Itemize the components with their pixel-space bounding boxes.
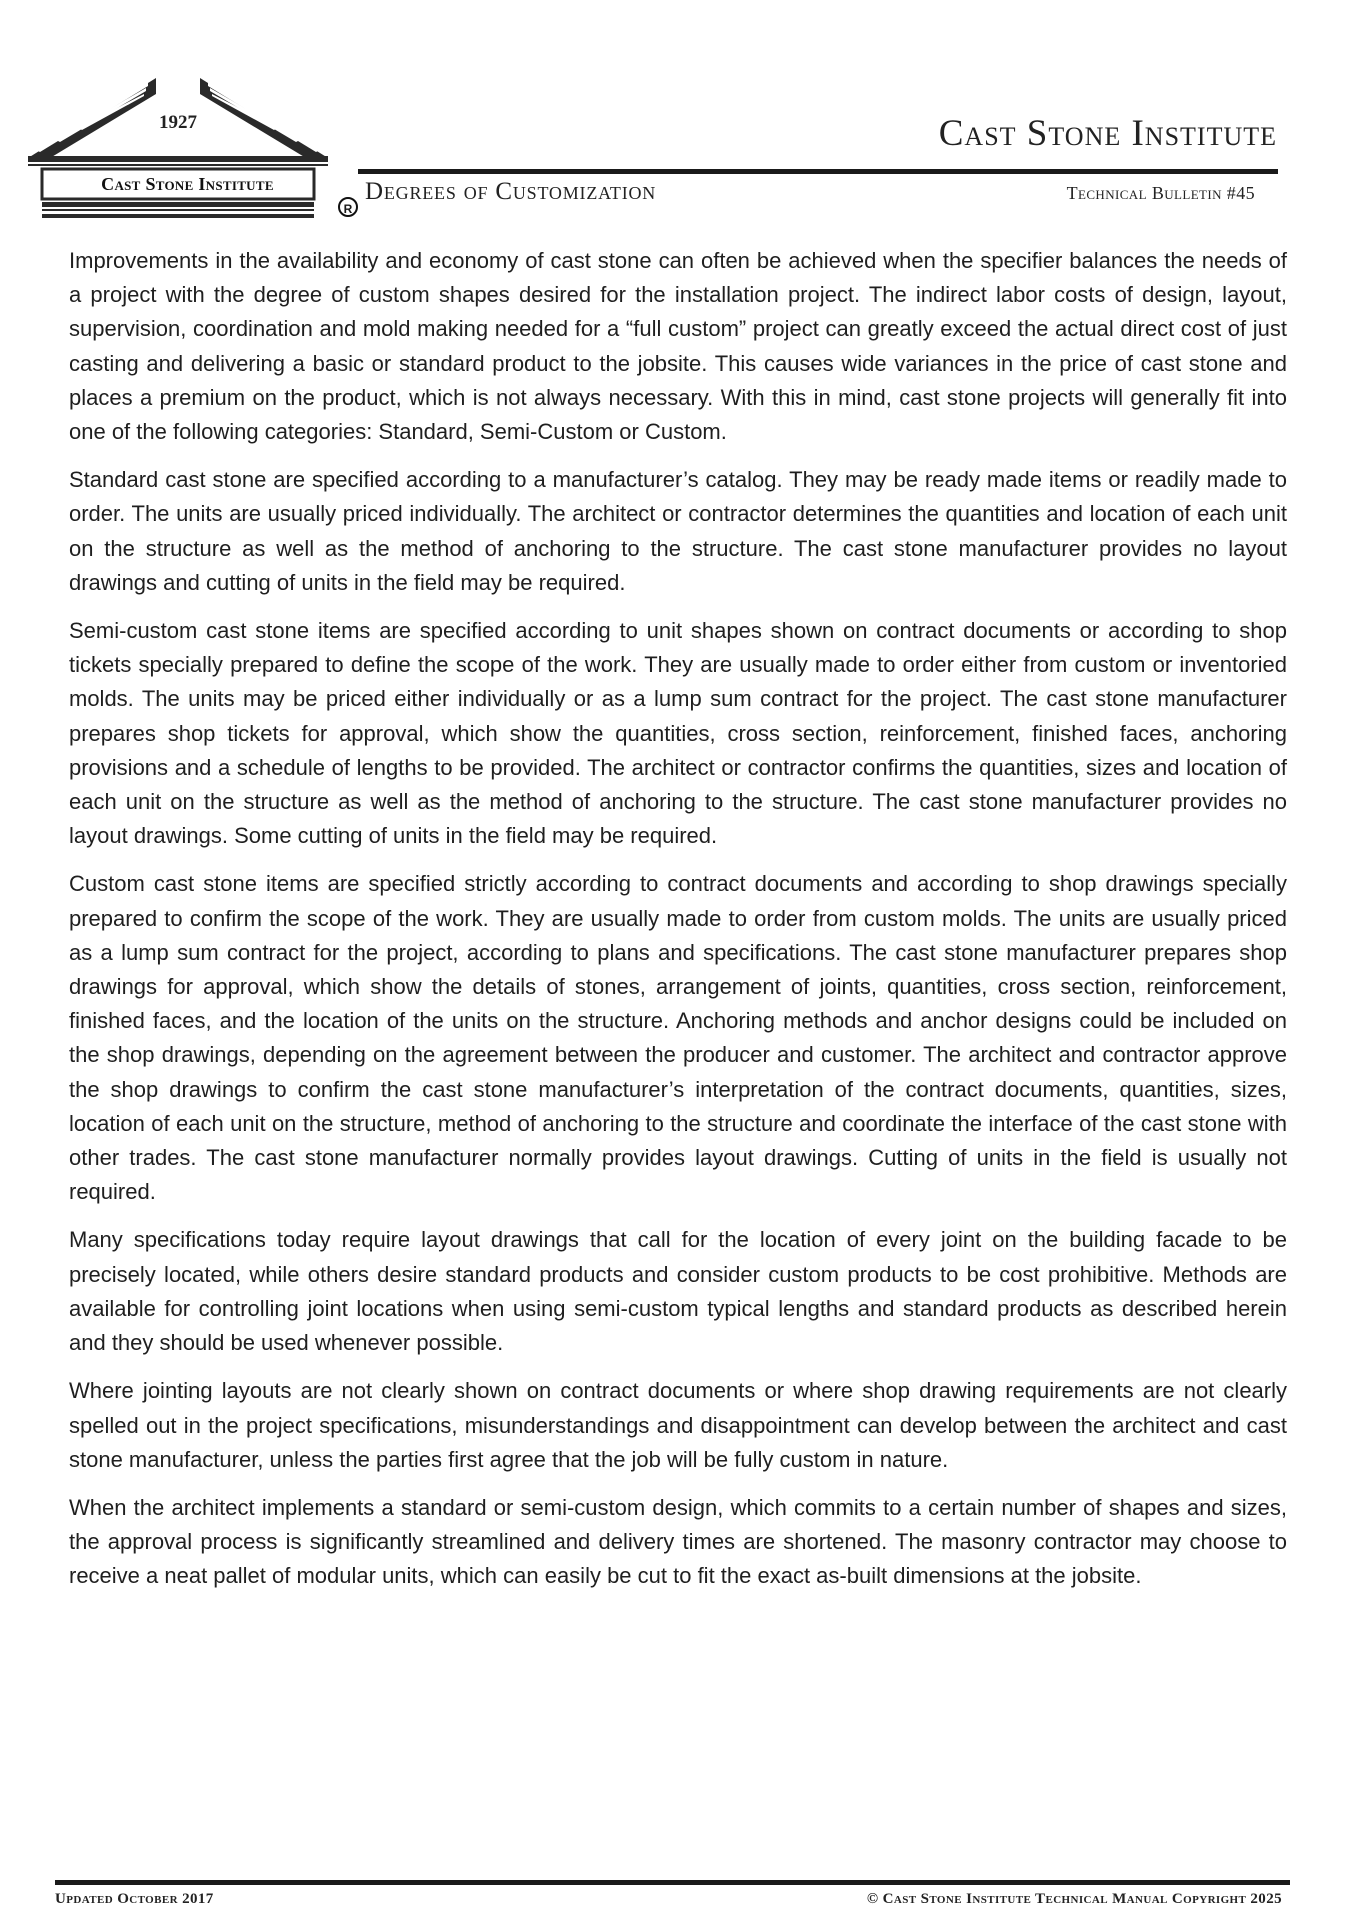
logo-year: 1927 bbox=[159, 112, 197, 133]
paragraph-jointing-layouts: Where jointing layouts are not clearly shown on contract documents or where shop drawing requirements are not clearly spelled out in the project specifications, misunderstandings and disappointment can develop between the architect and cast stone manufacturer, unless the parties first agree that the job will be fully custom in nature. bbox=[69, 1378, 1287, 1472]
registered-mark-icon: R bbox=[338, 197, 358, 217]
bulletin-body bbox=[69, 244, 1287, 1608]
cast-stone-institute-logo bbox=[28, 70, 353, 225]
bulletin-number: Technical Bulletin #45 bbox=[1066, 183, 1255, 203]
organization-title: Cast Stone Institute bbox=[938, 113, 1277, 154]
footer-divider bbox=[55, 1880, 1290, 1885]
paragraph-custom: Custom cast stone items are specified strictly according to contract documents and according to shop drawings specially prepared to confirm the scope of the work. They are usually made to order from custom molds. The units are usually priced as a lump sum contract for the project, according to plans and specifications. The cast stone manufacturer prepares shop drawings for approval, which show the details of stones, arrangement of joints, quantities, cross section, reinforcement, finished faces, and the location of the units on the structure. Anchoring methods and anchor designs could be included on the shop drawings, depending on the agreement between the producer and customer. The architect and contractor approve the shop drawings to confirm the cast stone manufacturer’s interpretation of the contract documents, quantities, sizes, location of each unit on the structure, method of anchoring to the structure and coordinate the interface of the cast stone with other trades. The cast stone manufacturer normally provides layout drawings. Cutting of units in the field is usually not required. bbox=[69, 871, 1287, 1205]
footer-updated-date: Updated October 2017 bbox=[55, 1891, 214, 1907]
document-title: Degrees of Customization bbox=[365, 178, 657, 205]
footer-copyright: © Cast Stone Institute Technical Manual Copyright 2025 bbox=[866, 1891, 1282, 1907]
paragraph-standard: Standard cast stone are specified according to a manufacturer’s catalog. They may be ready made items or readily made to order. The units are usually priced individually. The architect or contractor determines the quantities and location of each unit on the structure as well as the method of anchoring to the structure. The cast stone manufacturer provides no layout drawings and cutting of units in the field may be required. bbox=[69, 467, 1287, 595]
pediment-logo-graphic bbox=[28, 70, 338, 225]
paragraph-specifications: Many specifications today require layout drawings that call for the location of every joint on the building facade to be precisely located, while others desire standard products and consider custom products to be cost prohibitive. Methods are available for controlling joint locations when using semi-custom typical lengths and standard products as described herein and they should be used whenever possible. bbox=[69, 1227, 1287, 1356]
paragraph-approval-process: When the architect implements a standard or semi-custom design, which commits to a certain number of shapes and sizes, the approval process is significantly streamlined and delivery times are shortened. The masonry contractor may choose to receive a neat pallet of modular units, which can easily be cut to fit the exact as-built dimensions at the jobsite. bbox=[69, 1494, 1287, 1589]
logo-name: Cast Stone Institute bbox=[101, 174, 274, 194]
paragraph-semi-custom: Semi-custom cast stone items are specified according to unit shapes shown on contract documents or according to shop tickets specially prepared to define the scope of the work. They are usually made to order either from custom or inventoried molds. The units may be priced either individually or as a lump sum contract for the project. The cast stone manufacturer prepares shop tickets for approval, which show the quantities, cross section, reinforcement, finished faces, anchoring provisions and a schedule of lengths to be provided. The architect or contractor confirms the quantities, sizes and location of each unit on the structure as well as the method of anchoring to the structure. The cast stone manufacturer provides no layout drawings. Some cutting of units in the field may be required. bbox=[69, 618, 1287, 849]
header-divider bbox=[358, 169, 1278, 174]
paragraph-intro: Improvements in the availability and economy of cast stone can often be achieved when the specifier balances the needs of a project with the degree of custom shapes desired for the installation project. The indirect labor costs of design, layout, supervision, coordination and mold making needed for a “full custom” project can greatly exceed the actual direct cost of just casting and delivering a basic or standard product to the jobsite. This causes wide variances in the price of cast stone and places a premium on the product, which is not always necessary. With this in mind, cast stone projects will generally fit into one of the following categories: Standard, Semi-Custom or Custom. bbox=[69, 248, 1287, 445]
